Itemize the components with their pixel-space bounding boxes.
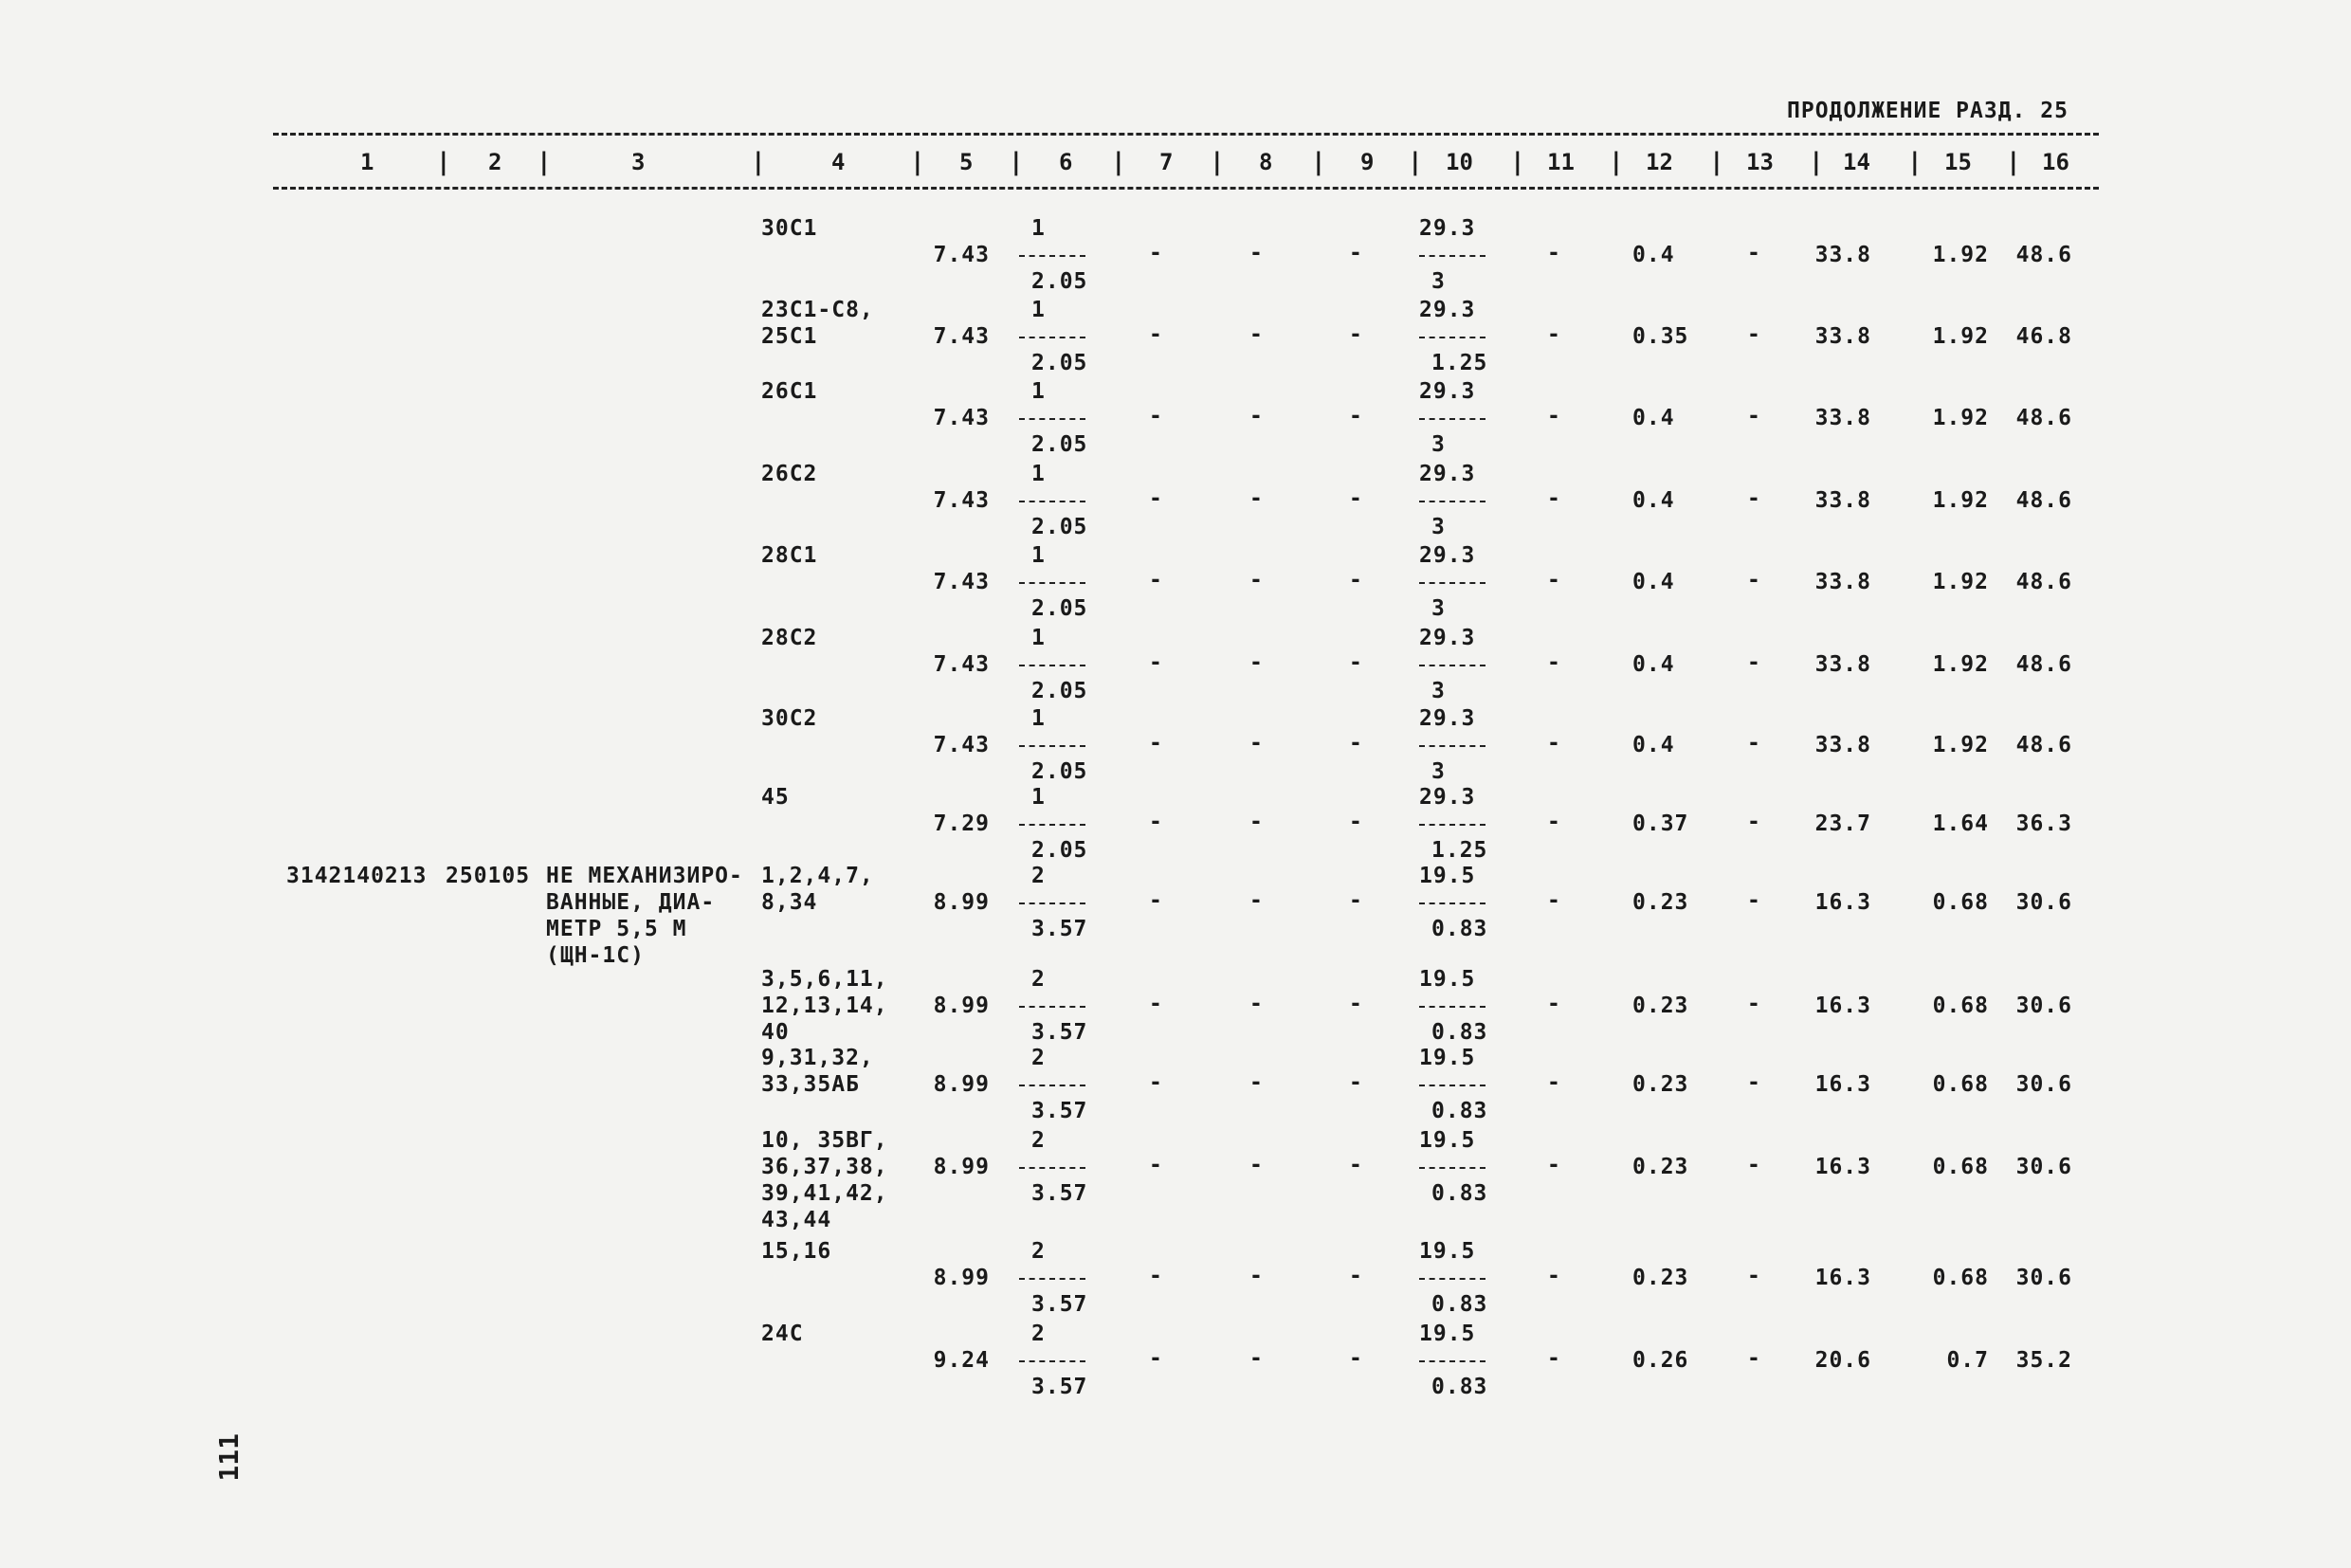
- cell-col6-denominator: 2.05: [1031, 351, 1088, 375]
- cell-col10-numerator: 19.5: [1419, 1128, 1476, 1153]
- cell-col10-denominator: 0.83: [1431, 917, 1488, 941]
- fraction-bar: [1019, 745, 1085, 747]
- column-separator: |: [910, 148, 925, 176]
- cell-col11-dash: -: [1547, 1070, 1561, 1095]
- cell-col14-value: 16.3: [1814, 1155, 1871, 1179]
- column-separator: |: [2006, 148, 2021, 176]
- cell-col5-value: 7.43: [933, 324, 990, 349]
- cell-col13-dash: -: [1747, 241, 1761, 265]
- cell-col4-item: 26С2: [761, 462, 818, 486]
- cell-col4-item: 43,44: [761, 1208, 832, 1232]
- cell-col14-value: 23.7: [1814, 811, 1871, 836]
- cell-col2-code: 250105: [446, 864, 531, 888]
- cell-col12-value: 0.23: [1632, 1266, 1689, 1290]
- cell-col4-item: 10, 35ВГ,: [761, 1128, 888, 1153]
- cell-col15-value: 1.92: [1932, 652, 1989, 677]
- column-header-13: 13: [1746, 149, 1774, 175]
- cell-col7-dash: -: [1149, 1264, 1163, 1288]
- fraction-bar: [1419, 1360, 1485, 1362]
- cell-col6-numerator: 1: [1031, 462, 1046, 486]
- column-header-14: 14: [1843, 149, 1870, 175]
- cell-col13-dash: -: [1747, 568, 1761, 593]
- fraction-bar: [1019, 1006, 1085, 1008]
- cell-col13-dash: -: [1747, 810, 1761, 834]
- cell-col7-dash: -: [1149, 486, 1163, 511]
- cell-col4-item: 28С1: [761, 543, 818, 568]
- column-header-3: 3: [631, 149, 646, 175]
- column-header-2: 2: [488, 149, 502, 175]
- cell-col10-denominator: 3: [1431, 759, 1446, 784]
- cell-col10-denominator: 3: [1431, 269, 1446, 294]
- cell-col10-denominator: 0.83: [1431, 1292, 1488, 1317]
- cell-col9-dash: -: [1349, 241, 1363, 265]
- cell-col14-value: 16.3: [1814, 994, 1871, 1018]
- cell-col11-dash: -: [1547, 888, 1561, 913]
- cell-col7-dash: -: [1149, 1346, 1163, 1371]
- cell-col10-numerator: 29.3: [1419, 462, 1476, 486]
- cell-col7-dash: -: [1149, 650, 1163, 675]
- cell-col8-dash: -: [1249, 486, 1264, 511]
- fraction-bar: [1419, 745, 1485, 747]
- cell-col8-dash: -: [1249, 731, 1264, 756]
- column-header-10: 10: [1446, 149, 1473, 175]
- cell-col11-dash: -: [1547, 404, 1561, 428]
- cell-col14-value: 33.8: [1814, 733, 1871, 757]
- cell-col6-numerator: 2: [1031, 1322, 1046, 1346]
- column-header-7: 7: [1159, 149, 1174, 175]
- cell-col6-denominator: 3.57: [1031, 1292, 1088, 1317]
- cell-col8-dash: -: [1249, 322, 1264, 347]
- cell-col16-value: 35.2: [2015, 1348, 2072, 1373]
- column-header-5: 5: [959, 149, 974, 175]
- cell-col12-value: 0.26: [1632, 1348, 1689, 1373]
- cell-col12-value: 0.23: [1632, 1155, 1689, 1179]
- cell-col6-denominator: 3.57: [1031, 1181, 1088, 1206]
- cell-col16-value: 36.3: [2015, 811, 2072, 836]
- cell-col10-numerator: 29.3: [1419, 706, 1476, 731]
- fraction-bar: [1419, 903, 1485, 904]
- fraction-bar: [1419, 337, 1485, 338]
- fraction-bar: [1419, 255, 1485, 257]
- cell-col10-numerator: 29.3: [1419, 626, 1476, 650]
- fraction-bar: [1019, 418, 1085, 420]
- cell-col12-value: 0.4: [1632, 406, 1675, 430]
- cell-col8-dash: -: [1249, 650, 1264, 675]
- cell-col15-value: 1.92: [1932, 488, 1989, 513]
- cell-col15-value: 0.68: [1932, 1072, 1989, 1097]
- cell-col11-dash: -: [1547, 810, 1561, 834]
- cell-col10-denominator: 3: [1431, 515, 1446, 539]
- cell-col10-numerator: 19.5: [1419, 1239, 1476, 1264]
- cell-col16-value: 30.6: [2015, 1266, 2072, 1290]
- cell-col10-numerator: 29.3: [1419, 298, 1476, 322]
- fraction-bar: [1019, 1278, 1085, 1280]
- cell-col8-dash: -: [1249, 1346, 1264, 1371]
- cell-col3-description: ВАННЫЕ, ДИА-: [546, 890, 716, 915]
- cell-col15-value: 1.92: [1932, 733, 1989, 757]
- cell-col6-denominator: 3.57: [1031, 1020, 1088, 1045]
- cell-col4-item: 12,13,14,: [761, 994, 888, 1018]
- column-separator: |: [436, 148, 451, 176]
- column-header-9: 9: [1360, 149, 1375, 175]
- cell-col4-item: 1,2,4,7,: [761, 864, 874, 888]
- cell-col5-value: 9.24: [933, 1348, 990, 1373]
- cell-col6-numerator: 1: [1031, 298, 1046, 322]
- cell-col14-value: 33.8: [1814, 570, 1871, 594]
- cell-col13-dash: -: [1747, 731, 1761, 756]
- fraction-bar: [1019, 824, 1085, 826]
- column-separator: |: [1510, 148, 1525, 176]
- cell-col16-value: 48.6: [2015, 570, 2072, 594]
- cell-col11-dash: -: [1547, 241, 1561, 265]
- cell-col15-value: 0.7: [1946, 1348, 1989, 1373]
- cell-col6-numerator: 2: [1031, 1128, 1046, 1153]
- cell-col7-dash: -: [1149, 322, 1163, 347]
- cell-col10-denominator: 0.83: [1431, 1099, 1488, 1123]
- cell-col10-denominator: 3: [1431, 432, 1446, 457]
- cell-col5-value: 7.43: [933, 406, 990, 430]
- cell-col6-denominator: 2.05: [1031, 759, 1088, 784]
- cell-col4-item: 36,37,38,: [761, 1155, 888, 1179]
- cell-col14-value: 16.3: [1814, 1072, 1871, 1097]
- cell-col15-value: 0.68: [1932, 1155, 1989, 1179]
- column-separator: |: [751, 148, 766, 176]
- fraction-bar: [1419, 824, 1485, 826]
- cell-col7-dash: -: [1149, 888, 1163, 913]
- cell-col11-dash: -: [1547, 1153, 1561, 1177]
- cell-col13-dash: -: [1747, 404, 1761, 428]
- cell-col5-value: 7.43: [933, 570, 990, 594]
- column-header-1: 1: [360, 149, 374, 175]
- cell-col12-value: 0.4: [1632, 733, 1675, 757]
- cell-col15-value: 0.68: [1932, 1266, 1989, 1290]
- cell-col5-value: 7.43: [933, 652, 990, 677]
- column-separator: |: [1009, 148, 1024, 176]
- column-header-16: 16: [2042, 149, 2069, 175]
- cell-col4-item: 30С2: [761, 706, 818, 731]
- fraction-bar: [1419, 665, 1485, 666]
- cell-col5-value: 8.99: [933, 1072, 990, 1097]
- cell-col9-dash: -: [1349, 486, 1363, 511]
- cell-col11-dash: -: [1547, 731, 1561, 756]
- column-header-8: 8: [1259, 149, 1273, 175]
- cell-col9-dash: -: [1349, 568, 1363, 593]
- cell-col12-value: 0.37: [1632, 811, 1689, 836]
- cell-col3-description: НЕ МЕХАНИЗИРО-: [546, 864, 743, 888]
- cell-col5-value: 7.43: [933, 243, 990, 267]
- cell-col16-value: 48.6: [2015, 488, 2072, 513]
- cell-col10-denominator: 3: [1431, 596, 1446, 621]
- column-separator: |: [1907, 148, 1923, 176]
- cell-col11-dash: -: [1547, 322, 1561, 347]
- cell-col13-dash: -: [1747, 322, 1761, 347]
- fraction-bar: [1019, 582, 1085, 584]
- cell-col8-dash: -: [1249, 241, 1264, 265]
- cell-col4-item: 45: [761, 785, 790, 810]
- cell-col14-value: 33.8: [1814, 324, 1871, 349]
- fraction-bar: [1019, 665, 1085, 666]
- column-separator: |: [1408, 148, 1423, 176]
- cell-col3-description: МЕТР 5,5 М: [546, 917, 687, 941]
- cell-col8-dash: -: [1249, 568, 1264, 593]
- cell-col10-denominator: 3: [1431, 679, 1446, 703]
- cell-col11-dash: -: [1547, 650, 1561, 675]
- cell-col15-value: 0.68: [1932, 994, 1989, 1018]
- fraction-bar: [1419, 1006, 1485, 1008]
- cell-col6-denominator: 3.57: [1031, 1375, 1088, 1399]
- cell-col10-numerator: 29.3: [1419, 543, 1476, 568]
- cell-col4-item: 23С1-С8,: [761, 298, 874, 322]
- fraction-bar: [1419, 501, 1485, 502]
- cell-col10-denominator: 0.83: [1431, 1181, 1488, 1206]
- cell-col6-numerator: 1: [1031, 785, 1046, 810]
- column-separator: |: [1709, 148, 1724, 176]
- cell-col16-value: 48.6: [2015, 243, 2072, 267]
- cell-col12-value: 0.23: [1632, 1072, 1689, 1097]
- cell-col11-dash: -: [1547, 1264, 1561, 1288]
- cell-col4-item: 3,5,6,11,: [761, 967, 888, 992]
- cell-col16-value: 30.6: [2015, 1072, 2072, 1097]
- cell-col9-dash: -: [1349, 650, 1363, 675]
- cell-col13-dash: -: [1747, 1153, 1761, 1177]
- cell-col14-value: 33.8: [1814, 406, 1871, 430]
- cell-col12-value: 0.4: [1632, 652, 1675, 677]
- cell-col7-dash: -: [1149, 1070, 1163, 1095]
- cell-col6-denominator: 3.57: [1031, 1099, 1088, 1123]
- cell-col13-dash: -: [1747, 1264, 1761, 1288]
- cell-col9-dash: -: [1349, 1153, 1363, 1177]
- column-header-6: 6: [1059, 149, 1073, 175]
- cell-col14-value: 16.3: [1814, 890, 1871, 915]
- fraction-bar: [1019, 1085, 1085, 1086]
- cell-col4-item: 25С1: [761, 324, 818, 349]
- fraction-bar: [1019, 337, 1085, 338]
- cell-col5-value: 7.43: [933, 733, 990, 757]
- cell-col16-value: 48.6: [2015, 733, 2072, 757]
- cell-col15-value: 1.92: [1932, 243, 1989, 267]
- fraction-bar: [1419, 1167, 1485, 1169]
- cell-col10-numerator: 19.5: [1419, 864, 1476, 888]
- column-separator: |: [1210, 148, 1225, 176]
- cell-col6-denominator: 3.57: [1031, 917, 1088, 941]
- cell-col5-value: 8.99: [933, 1155, 990, 1179]
- cell-col4-item: 40: [761, 1020, 790, 1045]
- header-bottom-rule: [273, 187, 2099, 190]
- cell-col12-value: 0.23: [1632, 994, 1689, 1018]
- cell-col7-dash: -: [1149, 992, 1163, 1016]
- cell-col10-numerator: 29.3: [1419, 216, 1476, 241]
- cell-col4-item: 15,16: [761, 1239, 832, 1264]
- column-separator: |: [537, 148, 552, 176]
- fraction-bar: [1419, 1278, 1485, 1280]
- cell-col6-numerator: 1: [1031, 379, 1046, 404]
- cell-col12-value: 0.23: [1632, 890, 1689, 915]
- cell-col7-dash: -: [1149, 1153, 1163, 1177]
- cell-col9-dash: -: [1349, 888, 1363, 913]
- cell-col6-denominator: 2.05: [1031, 596, 1088, 621]
- cell-col7-dash: -: [1149, 241, 1163, 265]
- cell-col10-denominator: 1.25: [1431, 838, 1488, 863]
- cell-col6-denominator: 2.05: [1031, 679, 1088, 703]
- column-header-15: 15: [1944, 149, 1972, 175]
- cell-col15-value: 0.68: [1932, 890, 1989, 915]
- cell-col7-dash: -: [1149, 568, 1163, 593]
- cell-col6-numerator: 2: [1031, 1239, 1046, 1264]
- cell-col16-value: 48.6: [2015, 406, 2072, 430]
- cell-col10-numerator: 19.5: [1419, 967, 1476, 992]
- cell-col8-dash: -: [1249, 404, 1264, 428]
- cell-col6-denominator: 2.05: [1031, 515, 1088, 539]
- fraction-bar: [1419, 1085, 1485, 1086]
- cell-col13-dash: -: [1747, 992, 1761, 1016]
- cell-col6-numerator: 1: [1031, 543, 1046, 568]
- cell-col12-value: 0.35: [1632, 324, 1689, 349]
- cell-col14-value: 33.8: [1814, 488, 1871, 513]
- cell-col12-value: 0.4: [1632, 488, 1675, 513]
- cell-col5-value: 7.29: [933, 811, 990, 836]
- column-header-12: 12: [1646, 149, 1673, 175]
- cell-col13-dash: -: [1747, 650, 1761, 675]
- fraction-bar: [1019, 501, 1085, 502]
- cell-col9-dash: -: [1349, 992, 1363, 1016]
- cell-col7-dash: -: [1149, 404, 1163, 428]
- cell-col9-dash: -: [1349, 1070, 1363, 1095]
- cell-col14-value: 16.3: [1814, 1266, 1871, 1290]
- cell-col15-value: 1.64: [1932, 811, 1989, 836]
- cell-col9-dash: -: [1349, 731, 1363, 756]
- cell-col5-value: 8.99: [933, 1266, 990, 1290]
- page-margin-number: 111: [213, 1433, 245, 1482]
- cell-col16-value: 46.8: [2015, 324, 2072, 349]
- fraction-bar: [1419, 582, 1485, 584]
- cell-col12-value: 0.4: [1632, 243, 1675, 267]
- cell-col6-denominator: 2.05: [1031, 432, 1088, 457]
- cell-col4-item: 24С: [761, 1322, 804, 1346]
- cell-col16-value: 30.6: [2015, 1155, 2072, 1179]
- cell-col5-value: 7.43: [933, 488, 990, 513]
- column-separator: |: [1111, 148, 1126, 176]
- cell-col10-denominator: 0.83: [1431, 1020, 1488, 1045]
- cell-col7-dash: -: [1149, 810, 1163, 834]
- cell-col9-dash: -: [1349, 1346, 1363, 1371]
- cell-col10-numerator: 19.5: [1419, 1046, 1476, 1070]
- cell-col12-value: 0.4: [1632, 570, 1675, 594]
- cell-col4-item: 28С2: [761, 626, 818, 650]
- cell-col9-dash: -: [1349, 404, 1363, 428]
- column-separator: |: [1609, 148, 1624, 176]
- cell-col9-dash: -: [1349, 810, 1363, 834]
- cell-col4-item: 30С1: [761, 216, 818, 241]
- cell-col8-dash: -: [1249, 1264, 1264, 1288]
- cell-col13-dash: -: [1747, 1070, 1761, 1095]
- cell-col8-dash: -: [1249, 810, 1264, 834]
- cell-col5-value: 8.99: [933, 994, 990, 1018]
- cell-col8-dash: -: [1249, 1070, 1264, 1095]
- cell-col7-dash: -: [1149, 731, 1163, 756]
- cell-col13-dash: -: [1747, 486, 1761, 511]
- column-header-11: 11: [1547, 149, 1575, 175]
- column-header-4: 4: [831, 149, 846, 175]
- cell-col16-value: 30.6: [2015, 994, 2072, 1018]
- cell-col6-numerator: 1: [1031, 626, 1046, 650]
- cell-col8-dash: -: [1249, 992, 1264, 1016]
- cell-col10-numerator: 19.5: [1419, 1322, 1476, 1346]
- cell-col11-dash: -: [1547, 568, 1561, 593]
- cell-col11-dash: -: [1547, 992, 1561, 1016]
- cell-col13-dash: -: [1747, 888, 1761, 913]
- cell-col6-numerator: 1: [1031, 706, 1046, 731]
- cell-col9-dash: -: [1349, 1264, 1363, 1288]
- cell-col16-value: 30.6: [2015, 890, 2072, 915]
- cell-col6-denominator: 2.05: [1031, 838, 1088, 863]
- fraction-bar: [1019, 1360, 1085, 1362]
- cell-col13-dash: -: [1747, 1346, 1761, 1371]
- cell-col4-item: 26С1: [761, 379, 818, 404]
- cell-col4-item: 33,35АБ: [761, 1072, 860, 1097]
- cell-col10-denominator: 1.25: [1431, 351, 1488, 375]
- cell-col4-item: 9,31,32,: [761, 1046, 874, 1070]
- fraction-bar: [1019, 255, 1085, 257]
- cell-col5-value: 8.99: [933, 890, 990, 915]
- cell-col16-value: 48.6: [2015, 652, 2072, 677]
- top-rule: [273, 133, 2099, 136]
- section-continuation-title: ПРОДОЛЖЕНИЕ РАЗД. 25: [1787, 99, 2069, 123]
- cell-col1-code: 3142140213: [286, 864, 428, 888]
- fraction-bar: [1019, 903, 1085, 904]
- cell-col4-item: 39,41,42,: [761, 1181, 888, 1206]
- cell-col15-value: 1.92: [1932, 570, 1989, 594]
- cell-col8-dash: -: [1249, 1153, 1264, 1177]
- cell-col6-numerator: 2: [1031, 864, 1046, 888]
- cell-col6-denominator: 2.05: [1031, 269, 1088, 294]
- cell-col14-value: 20.6: [1814, 1348, 1871, 1373]
- cell-col10-numerator: 29.3: [1419, 379, 1476, 404]
- column-separator: |: [1311, 148, 1326, 176]
- cell-col4-item: 8,34: [761, 890, 818, 915]
- cell-col14-value: 33.8: [1814, 243, 1871, 267]
- cell-col15-value: 1.92: [1932, 324, 1989, 349]
- cell-col9-dash: -: [1349, 322, 1363, 347]
- cell-col6-numerator: 1: [1031, 216, 1046, 241]
- cell-col6-numerator: 2: [1031, 1046, 1046, 1070]
- fraction-bar: [1019, 1167, 1085, 1169]
- column-separator: |: [1809, 148, 1824, 176]
- fraction-bar: [1419, 418, 1485, 420]
- cell-col15-value: 1.92: [1932, 406, 1989, 430]
- cell-col8-dash: -: [1249, 888, 1264, 913]
- cell-col6-numerator: 2: [1031, 967, 1046, 992]
- cell-col10-numerator: 29.3: [1419, 785, 1476, 810]
- cell-col10-denominator: 0.83: [1431, 1375, 1488, 1399]
- cell-col11-dash: -: [1547, 1346, 1561, 1371]
- cell-col14-value: 33.8: [1814, 652, 1871, 677]
- cell-col11-dash: -: [1547, 486, 1561, 511]
- cell-col3-description: (ЩН-1С): [546, 943, 645, 968]
